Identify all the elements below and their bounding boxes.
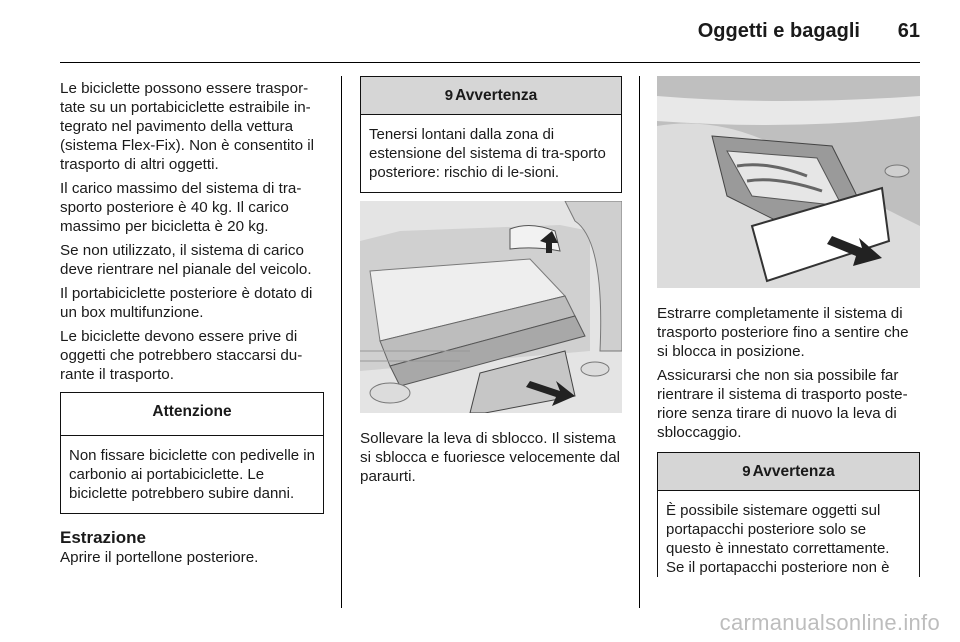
image-caption: Sollevare la leva di sblocco. Il sistema si sblocca e fuoriesce velocemente dal paraurti. [360,430,621,485]
paragraph: Estrarre completamente il sistema di trasporto posteriore fino a sentire che si blocca in posizione. [657,305,909,360]
section-heading: Estrazione [60,528,146,547]
trunk-release-lever-illustration [360,201,622,413]
caution-text: Non fissare biciclette con pedivelle in carbonio ai portabiciclette. Le biciclette potrebbero subire danni. [69,447,315,502]
paragraph: Il portabiciclette posteriore è dotato di un box multifunzione. [60,285,313,321]
column-divider-1 [341,76,342,608]
warning-text: Tenersi lontani dalla zona di estensione del sistema di tra-sporto posteriore: rischio di le-sioni. [369,126,606,181]
warning-header [361,77,621,115]
warning-icon: 9 [444,87,454,104]
warning-box [360,76,622,193]
watermark: carmanualsonline.info [719,610,940,635]
caution-title: Attenzione [61,393,323,436]
page-title: Oggetti e bagagli [697,20,860,42]
bike-carrier-extended-illustration [657,76,920,288]
warning-title: Avvertenza [752,463,835,480]
column-left [60,79,324,567]
header-divider [60,62,920,63]
warning-box [657,452,920,577]
paragraph: Le biciclette possono essere traspor-tate su un portabiciclette estraibile in-tegrato nel pavimento della vettura (sistema Flex-Fix). Non è consentito il trasporto di altri oggetti. [60,80,315,173]
paragraph: Le biciclette devono essere prive di oggetti che potrebbero staccarsi du-rante il trasporto. [60,328,303,383]
paragraph: Il carico massimo del sistema di tra-sporto posteriore è 40 kg. Il carico massimo per bicicletta è 20 kg. [60,180,302,235]
column-middle [360,76,622,486]
page-number: 61 [897,20,920,42]
paragraph: Se non utilizzato, il sistema di carico deve rientrare nel pianale del veicolo. [60,242,312,278]
section-text: Aprire il portellone posteriore. [60,549,259,566]
paragraph: Assicurarsi che non sia possibile far rientrare il sistema di trasporto poste-riore senza tirare di nuovo la leva di sbloccaggio. [657,367,908,441]
caution-box [60,392,324,514]
warning-header [658,453,919,491]
warning-title: Avvertenza [455,87,538,104]
column-divider-2 [639,76,640,608]
warning-icon: 9 [742,463,751,480]
column-right [657,76,920,577]
warning-text: È possibile sistemare oggetti sul portapacchi posteriore solo se questo è innestato correttamente. Se il portapacchi posteriore non è [666,502,890,576]
